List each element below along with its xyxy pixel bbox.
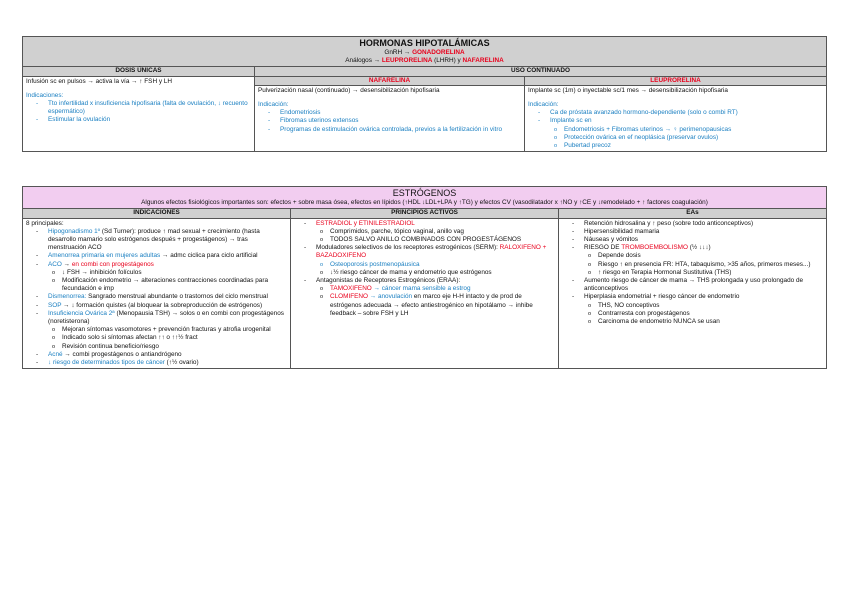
list-item: o Depende dosis <box>584 252 823 260</box>
leuprorelina-cell: Implante sc (1m) o inyectable sc/1 mes → desensibilización hipofisaria Indicación: - Ca de próstata avanzado hormono-dependiente (solo o combi RT) - Implante sc en o Endometriosis + Fibromas uterinos → ♀ perimenopausicas o Protección ovárica en ef neoplásica (preservar ovulos) o Pubertad precoz <box>525 85 827 151</box>
estrogenos-title: ESTRÓGENOS <box>392 188 457 199</box>
list-item: - Programas de estimulación ovárica controlada, previos a la fertilización in vitro <box>258 126 521 134</box>
gonadorelina: GONADORELINA <box>412 49 465 56</box>
list-item: o TODOS SALVO ANILLO COMBINADOS CON PROGESTÁGENOS <box>316 236 555 244</box>
indicaciones-cell: 8 principales: - Hipogonadismo 1º (Sd Turner): produce ↑ mad sexual + crecimiento (hasta desarrollo mamario solo estrógenos después + progestágenos) → tras menstruación ACO - Amenorrea primaria en mujeres adultas → admc ciclica para ciclo artificial - ACO → en combi con progestágenos o ↓ FSH → inhibición folículos o Modificación endometrio → alteraciones contracciones coordinadas para fecundación e imp - Dismenorrea: Sangrado menstrual abundante o trastornos del ciclo menstrual - SOP → ↓ formación quistes (al bloquear la sobreproducción de estrógenos) - Insuficiencia Ovárica 2ª (Menopausia TSH) → solos o en combi con progestágenos (noretisterona) o Mejoran síntomas vasomotores + prevención fracturas y atrofia urogenital o Indicado solo si síntomas afectan ↑↑ o ↑↑½ fract o Revisión continua beneficio/riesgo - Acné → combi progestágenos o antiandrógeno - ↓ riesgo de determinados tipos de cáncer (↑½ ovario) <box>23 218 291 369</box>
list-item: o ↑ riesgo en Terapia Hormonal Sustitutiva (THS) <box>584 269 823 277</box>
list-item: o Mejoran síntomas vasomotores + prevención fracturas y atrofia urogenital <box>48 326 287 334</box>
list-item: - Retención hidrosalina y ↑ peso (sobre todo anticonceptivos) <box>562 220 823 228</box>
eas-cell <box>559 218 827 369</box>
gnrh-line: GnRH → GONADORELINA <box>384 49 465 56</box>
estrogenos-table <box>22 186 827 369</box>
estrogenos-subtitle: Algunos efectos fisiológicos importantes son: efectos + sobre masa ósea, efectos en lípidos (↑HDL ↓LDL+LPA y ↑TG) y efectos CV (vasodilatador x ↑NO y ↑CE y ↓remodelado + ↑ factores coagulación) <box>141 199 708 207</box>
list-item: - Hipogonadismo 1º (Sd Turner): produce ↑ mad sexual + crecimiento (hasta desarrollo mamario solo estrógenos después + progestágenos) → tras menstruación ACO <box>26 228 287 253</box>
list-item: o Modificación endometrio → alteraciones contracciones coordinadas para fecundación e imp <box>48 277 287 293</box>
list-item: - Endometriosis <box>258 109 521 117</box>
list-item: - RIESGO DE TROMBOEMBOLISMO (½ ↓↓↓) o Depende dosis o Riesgo ↑ en presencia FR: HTA, tabaquismo, >35 años, primeros meses...) o ↑ riesgo en Terapia Hormonal Sustitutiva (THS) <box>562 244 823 277</box>
list-item: - Acné → combi progestágenos o antiandrógeno <box>26 351 287 359</box>
list-item: - Tto infertilidad x insuficiencia hipofisaria (falta de ovulación, ↓ recuento espermático) <box>26 100 251 116</box>
list-item: - ACO → en combi con progestágenos o ↓ FSH → inhibición folículos o Modificación endometrio → alteraciones contracciones coordinadas para fecundación e imp <box>26 261 287 294</box>
list-item: - Insuficiencia Ovárica 2ª (Menopausia TSH) → solos o en combi con progestágenos (noretisterona) o Mejoran síntomas vasomotores + prevención fracturas y atrofia urogenital o Indicado solo si síntomas afectan ↑↑ o ↑↑½ fract o Revisión continua beneficio/riesgo <box>26 310 287 351</box>
list-item: - Amenorrea primaria en mujeres adultas → admc ciclica para ciclo artificial <box>26 252 287 260</box>
list-item: o Protección ovárica en ef neoplásica (preservar ovulos) <box>550 134 823 142</box>
col-principios: PRINCIPIOS ACTIVOS <box>291 209 559 218</box>
estrogenos-header <box>23 187 827 209</box>
list-item: o ↓½ riesgo cáncer de mama y endometrio que estrógenos <box>316 269 555 277</box>
list-item: - Ca de próstata avanzado hormono-dependiente (solo o combi RT) <box>528 109 823 117</box>
hipotalamicas-header <box>23 37 827 67</box>
list-item: o Carcinoma de endometrio NUNCA se usan <box>584 318 823 326</box>
hipotalamicas-table <box>22 36 827 152</box>
dosis-unicas-header: DOSIS ÚNICAS <box>23 67 255 76</box>
list-item: - Hipersensibilidad mamaria <box>562 228 823 236</box>
list-item: - Hiperplasia endometrial + riesgo cáncer de endometrio o THS, NO conceptivos o Contrarresta con progestágenos o Carcinoma de endometrio NUNCA se usan <box>562 293 823 326</box>
list-item: - Implante sc en o Endometriosis + Fibromas uterinos → ♀ perimenopausicas o Protección ovárica en ef neoplásica (preservar ovulos) o Pubertad precoz <box>528 117 823 150</box>
nafarelina-header: NAFARELINA <box>255 76 525 85</box>
document <box>22 36 826 369</box>
list-item: o Riesgo ↑ en presencia FR: HTA, tabaquismo, >35 años, primeros meses...) <box>584 261 823 269</box>
list-item: o CLOMIFENO → anovulación en marco eje H-H intacto y de prod de estrógenos adecuada → efecto antiestrogénico en hipotálamo → inhibe feedback – sobre FSH y LH <box>316 293 555 318</box>
principios-cell <box>291 218 559 369</box>
list-item: o ↓ FSH → inhibición folículos <box>48 269 287 277</box>
list-item: o Indicado solo si síntomas afectan ↑↑ o ↑↑½ fract <box>48 334 287 342</box>
hipotalamicas-title: HORMONAS HIPOTALÁMICAS <box>359 38 490 48</box>
list-item: o Comprimidos, parche, tópico vaginal, anillo vag <box>316 228 555 236</box>
list-item: - Aumento riesgo de cáncer de mama → THS prolongada y uso prolongado de anticonceptivos <box>562 277 823 293</box>
leuprorelina-header: LEUPRORELINA <box>525 76 827 85</box>
nafarelina-cell: Pulverización nasal (continuado) → desensibilización hipofisaria Indicación: - Endometriosis - Fibromas uterinos extensos - Programas de estimulación ovárica controlada, previos a la fertilización in vitro <box>255 85 525 151</box>
list-item: - Moduladores selectivos de los receptores estrogénicos (SERM): RALOXIFENO + BAZADOXIFENO o Osteoporosis postmenopáusica o ↓½ riesgo cáncer de mama y endometrio que estrógenos <box>294 244 555 277</box>
list-item: o Endometriosis + Fibromas uterinos → ♀ perimenopausicas <box>550 126 823 134</box>
list-item: - Dismenorrea: Sangrado menstrual abundante o trastornos del ciclo menstrual <box>26 293 287 301</box>
list-item: - ESTRADIOL y ETINILESTRADIOL o Comprimidos, parche, tópico vaginal, anillo vag o TODOS SALVO ANILLO COMBINADOS CON PROGESTÁGENOS <box>294 220 555 245</box>
list-item: - Fibromas uterinos extensos <box>258 117 521 125</box>
list-item: o Revisión continua beneficio/riesgo <box>48 343 287 351</box>
col-indicaciones: INDICACIONES <box>23 209 291 218</box>
dosis-unicas-cell: Infusión sc en pulsos → activa la vía → ↑ FSH y LH Indicaciones: - Tto infertilidad x insuficiencia hipofisaria (falta de ovulación, ↓ recuento espermático) - Estimular la ovulación <box>23 76 255 152</box>
list-item: o Osteoporosis postmenopáusica <box>316 261 555 269</box>
col-eas: EAs <box>559 209 827 218</box>
list-item: - SOP → ↓ formación quistes (al bloquear la sobreproducción de estrógenos) <box>26 302 287 310</box>
list-item: o Pubertad precoz <box>550 142 823 150</box>
list-item: - Estimular la ovulación <box>26 116 251 124</box>
list-item: - Antagonistas de Receptores Estrogénicos (ERAA): o TAMOXIFENO → cáncer mama sensible a estrog o CLOMIFENO → anovulación en marco eje H-H intacto y de prod de estrógenos adecuada → efecto antiestrogénico en hipotálamo → inhibe feedback – sobre FSH y LH <box>294 277 555 318</box>
analogos-line: Análogos → LEUPRORELINA (LHRH) y NAFARELINA <box>345 57 504 65</box>
list-item: o Contrarresta con progestágenos <box>584 310 823 318</box>
list-item: - ↓ riesgo de determinados tipos de cáncer (↑½ ovario) <box>26 359 287 367</box>
list-item: - Náuseas y vómitos <box>562 236 823 244</box>
uso-continuado-header: USO CONTINUADO <box>255 67 827 76</box>
list-item: o TAMOXIFENO → cáncer mama sensible a estrog <box>316 285 555 293</box>
list-item: o THS, NO conceptivos <box>584 302 823 310</box>
